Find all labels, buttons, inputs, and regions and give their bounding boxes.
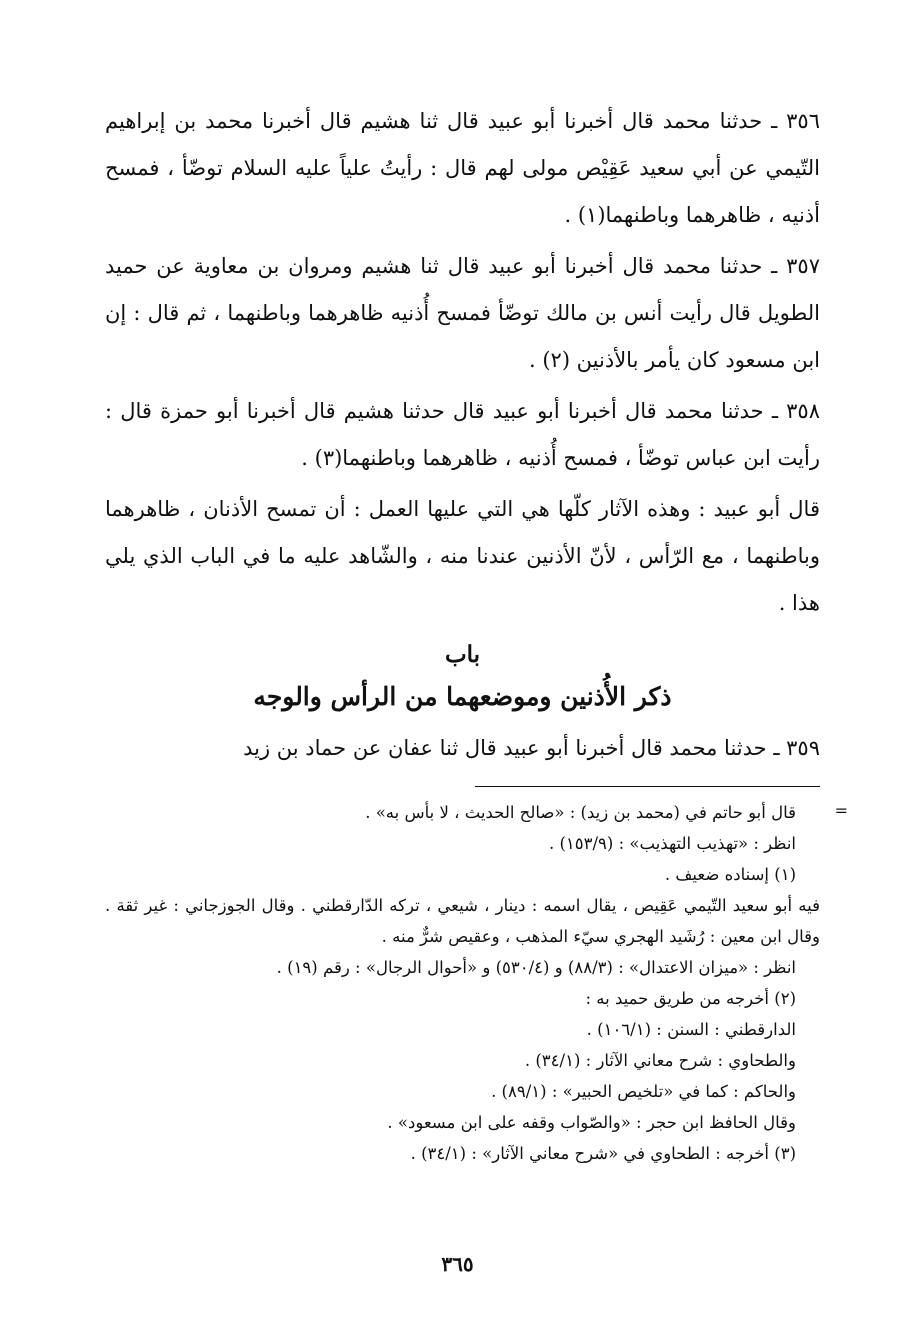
paragraph-357: ٣٥٧ ـ حدثنا محمد قال أخبرنا أبو عبيد قال ثنا هشيم ومروان بن معاوية عن حميد الطويل قال رأيت أنس بن مالك توضّأ فمسح أُذنيه ظاهرهما وباطنهما ، ثم قال : إن ابن مسعود كان يأمر بالأذنين (٢) . [105, 254, 820, 372]
paragraph-356: ٣٥٦ ـ حدثنا محمد قال أخبرنا أبو عبيد قال ثنا هشيم قال أخبرنا محمد بن إبراهيم التّيمي عن أبي سعيد عَقِيْص مولى لهم قال : رأيتُ علياً عليه السلام توضّأ ، فمسح أذنيه ، ظاهرهما وباطنهما(١) . [105, 109, 820, 227]
chapter-label: باب [444, 641, 481, 668]
chapter-heading [105, 635, 820, 719]
paragraph-359: ٣٥٩ ـ حدثنا محمد قال أخبرنا أبو عبيد قال ثنا عفان عن حماد بن زيد [243, 736, 820, 760]
footnote-line: والطحاوي : شرح معاني الآثار : (٣٤/١) . [524, 1051, 796, 1070]
footnote-line: فيه أبو سعيد التّيمي عَقِيص ، يقال اسمه : دينار ، شيعي ، تركه الدّارقطني . وقال الجوزجاني : غير ثقة . وقال ابن معين : رُشَيد الهجري سيّء المذهب ، وعقيص شرٌّ منه . [105, 896, 820, 946]
footnote-line: (٢) أخرجه من طريق حميد به : [585, 989, 796, 1008]
page-number: ٣٦٥ [441, 1252, 474, 1276]
footnote-line: انظر : «ميزان الاعتدال» : (٨٨/٣) و (٥٣٠/٤) و «أحوال الرجال» : رقم (١٩) . [276, 958, 796, 977]
footnote-line: وقال الحافظ ابن حجر : «والصّواب وقفه على ابن مسعود» . [387, 1113, 796, 1132]
main-text [105, 98, 820, 772]
footnote-line: الدارقطني : السنن : (١٠٦/١) . [586, 1020, 796, 1039]
chapter-title: ذكر الأُذنين وموضعهما من الرأس والوجه [253, 682, 672, 711]
footnote-line: (١) إسناده ضعيف . [664, 865, 796, 884]
footnotes [105, 797, 848, 1169]
footnote-line: قال أبو حاتم في (محمد بن زيد) : «صالح الحديث ، لا بأس به» . [365, 803, 796, 822]
footnote-line: (٣) أخرجه : الطحاوي في «شرح معاني الآثار» : (٣٤/١) . [410, 1144, 796, 1163]
footnote-line: والحاكم : كما في «تلخيص الحبير» : (٨٩/١) . [491, 1082, 796, 1101]
paragraph-358: ٣٥٨ ـ حدثنا محمد قال أخبرنا أبو عبيد قال حدثنا هشيم قال أخبرنا أبو حمزة قال : رأيت ابن عباس توضّأ ، فمسح أُذنيه ، ظاهرهما وباطنهما(٣) . [105, 399, 820, 470]
paragraph-commentary: قال أبو عبيد : وهذه الآثار كلّها هي التي عليها العمل : أن تمسح الأذنان ، ظاهرهما وباطنهما ، مع الرّأس ، لأنّ الأذنين عندنا منه ، والشّاهد عليه ما في الباب الذي يلي هذا . [105, 497, 820, 615]
footnote-divider [475, 786, 820, 787]
continuation-mark: = [834, 801, 848, 820]
footnote-line: انظر : «تهذيب التهذيب» : (١٥٣/٩) . [548, 834, 796, 853]
